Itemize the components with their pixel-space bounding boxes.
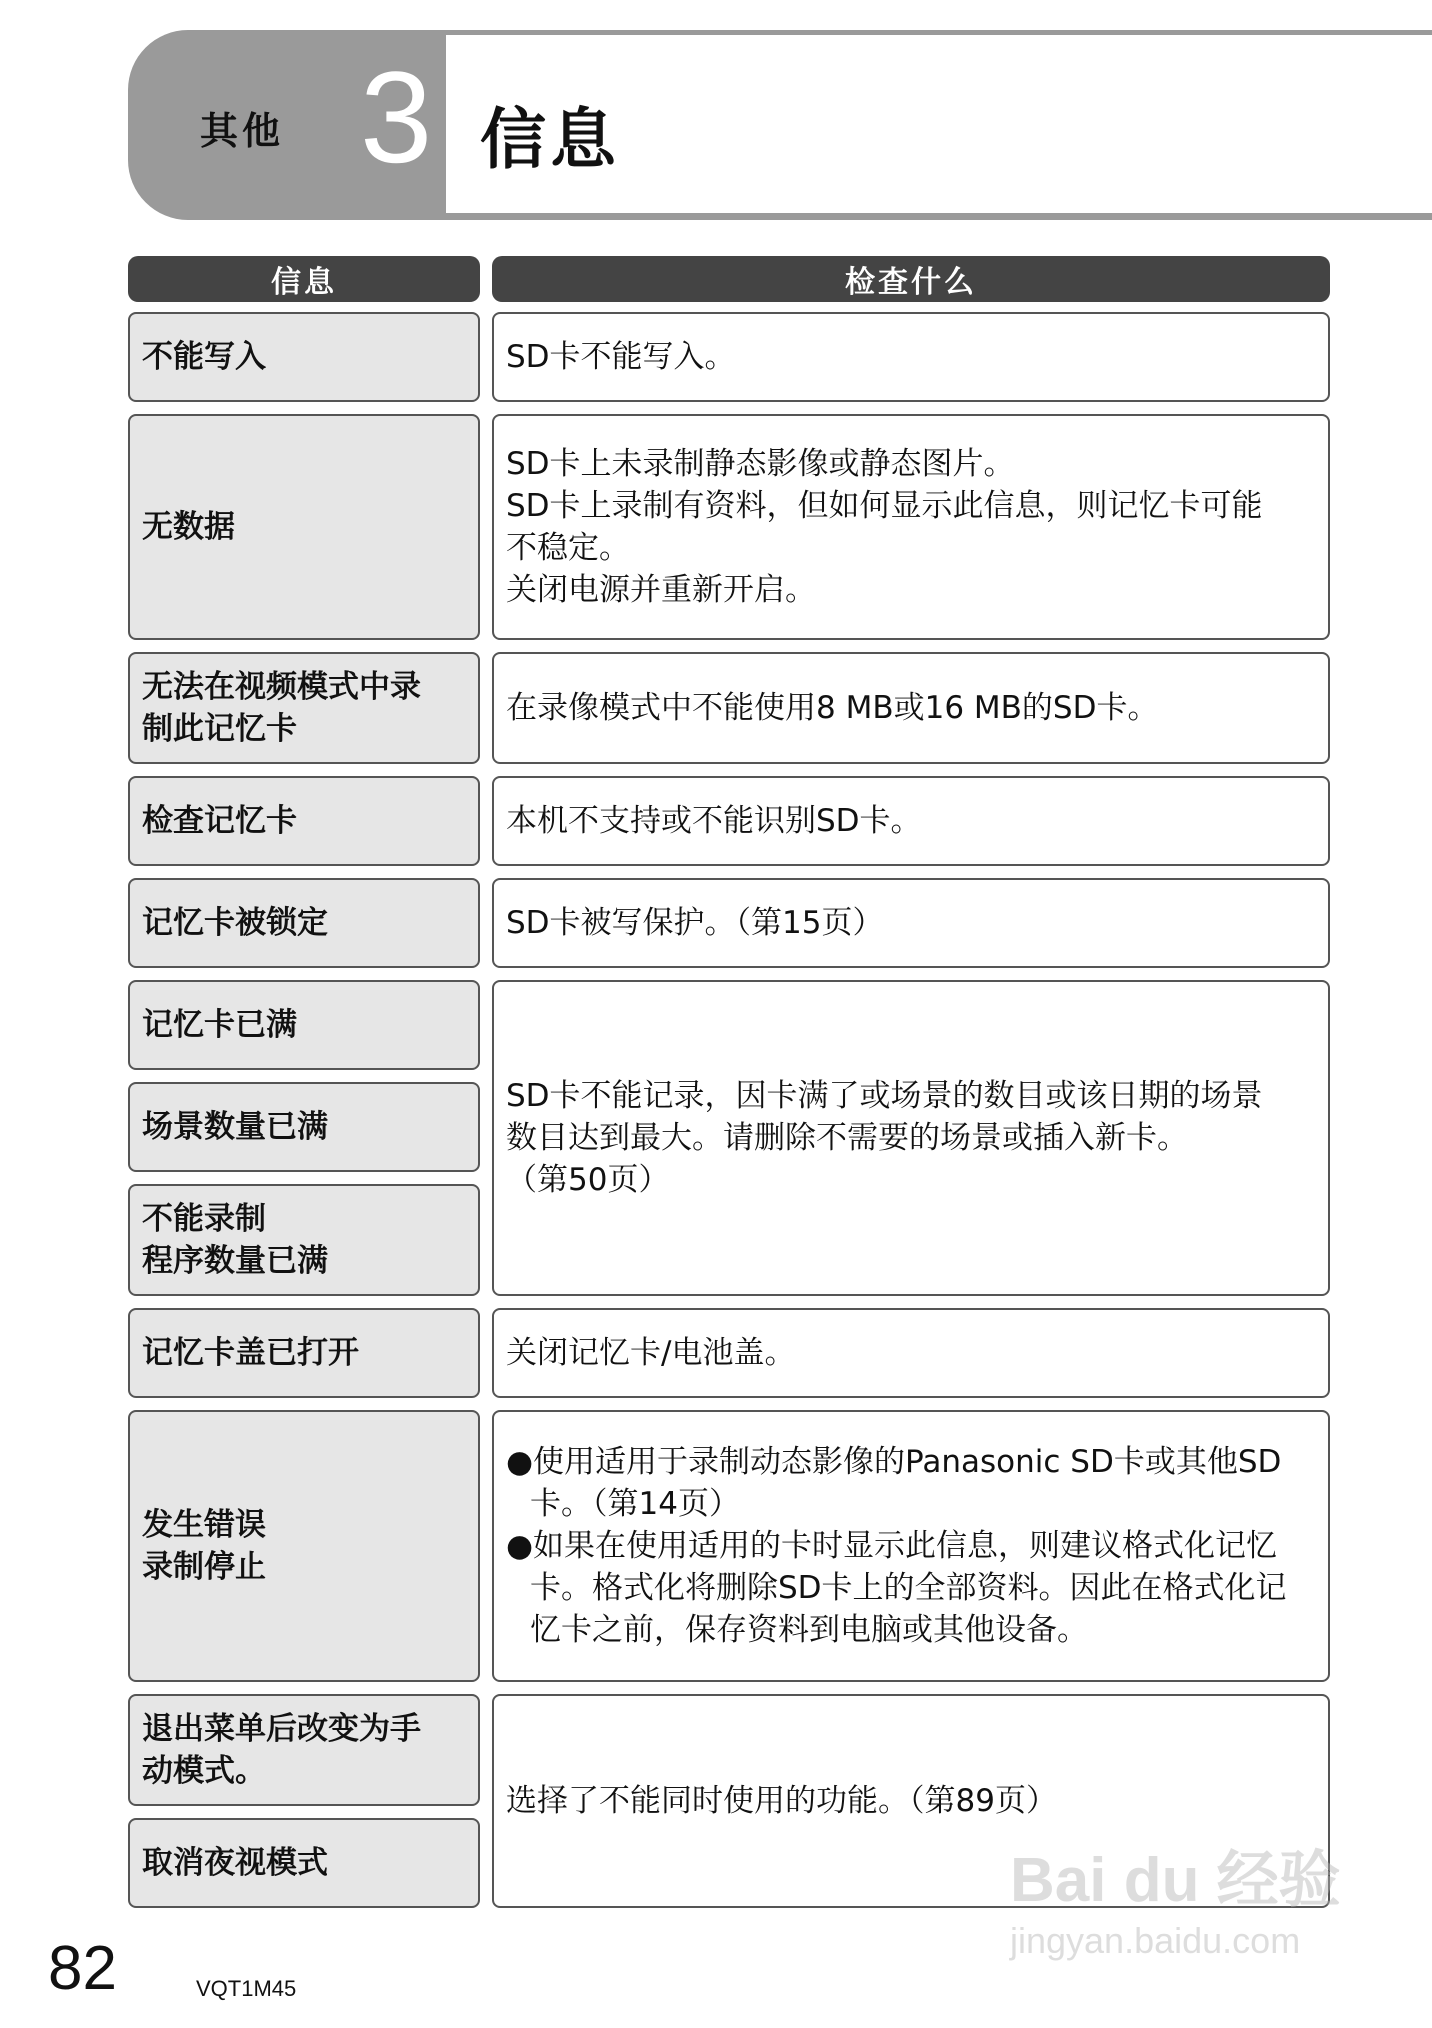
message-cell: 场景数量已满	[128, 1082, 480, 1172]
model-code: VQT1M45	[196, 1976, 297, 2001]
watermark-url: jingyan.baidu.com	[1010, 1920, 1301, 1961]
check-cell	[492, 1308, 1330, 1398]
check-line: 数目达到最大。请删除不需要的场景或插入新卡。	[506, 1120, 1188, 1156]
message-cell: 检查记忆卡	[128, 776, 480, 866]
check-line: 关闭记忆卡/电池盖。	[506, 1335, 796, 1371]
message-cell: 取消夜视模式	[128, 1818, 480, 1908]
message-cell: 无数据	[128, 414, 480, 640]
check-line: SD卡被写保护。（第15页）	[506, 905, 884, 941]
check-cell	[492, 776, 1330, 866]
check-cell	[492, 652, 1330, 764]
check-line: SD卡上未录制静态影像或静态图片。	[506, 446, 1015, 482]
message-cell: 记忆卡盖已打开	[128, 1308, 480, 1398]
message-cell: 发生错误 录制停止	[128, 1410, 480, 1682]
check-cell	[492, 414, 1330, 640]
section-number: 3	[360, 44, 433, 190]
header-rule-top	[446, 30, 1432, 35]
check-line: SD卡不能记录，因卡满了或场景的数目或该日期的场景	[506, 1078, 1263, 1114]
check-line: 在录像模式中不能使用8 MB或16 MB的SD卡。	[506, 690, 1159, 726]
check-cell	[492, 1410, 1330, 1682]
check-line: （第50页）	[506, 1162, 670, 1198]
message-cell: 不能录制 程序数量已满	[128, 1184, 480, 1296]
check-cell	[492, 980, 1330, 1296]
check-line: 选择了不能同时使用的功能。（第89页）	[506, 1783, 1057, 1819]
check-line: 关闭电源并重新开启。	[506, 572, 816, 608]
check-cell	[492, 312, 1330, 402]
message-cell: 退出菜单后改变为手 动模式。	[128, 1694, 480, 1806]
check-line: SD卡不能写入。	[506, 339, 736, 375]
check-bullet: ●使用适用于录制动态影像的Panasonic SD卡或其他SD卡。（第14页）	[506, 1444, 1282, 1522]
message-cell: 记忆卡已满	[128, 980, 480, 1070]
check-cell	[492, 878, 1330, 968]
section-label: 其他	[200, 109, 285, 153]
message-cell: 记忆卡被锁定	[128, 878, 480, 968]
column-header-message: 信息	[128, 256, 480, 302]
message-cell: 无法在视频模式中录 制此记忆卡	[128, 652, 480, 764]
check-line: SD卡上录制有资料，但如何显示此信息，则记忆卡可能	[506, 488, 1263, 524]
page-title: 信息	[480, 101, 620, 178]
check-bullet: ●如果在使用适用的卡时显示此信息，则建议格式化记忆卡。格式化将删除SD卡上的全部资料。因此在格式化记忆卡之前，保存资料到电脑或其他设备。	[506, 1528, 1287, 1648]
watermark-logo: Bai du 经验	[1010, 1846, 1341, 1915]
message-cell: 不能写入	[128, 312, 480, 402]
column-header-check: 检查什么	[492, 256, 1330, 302]
page-number: 82	[48, 1934, 117, 2003]
check-line: 本机不支持或不能识别SD卡。	[506, 803, 922, 839]
header-rule-bottom	[446, 213, 1432, 220]
check-line: 不稳定。	[506, 530, 630, 566]
